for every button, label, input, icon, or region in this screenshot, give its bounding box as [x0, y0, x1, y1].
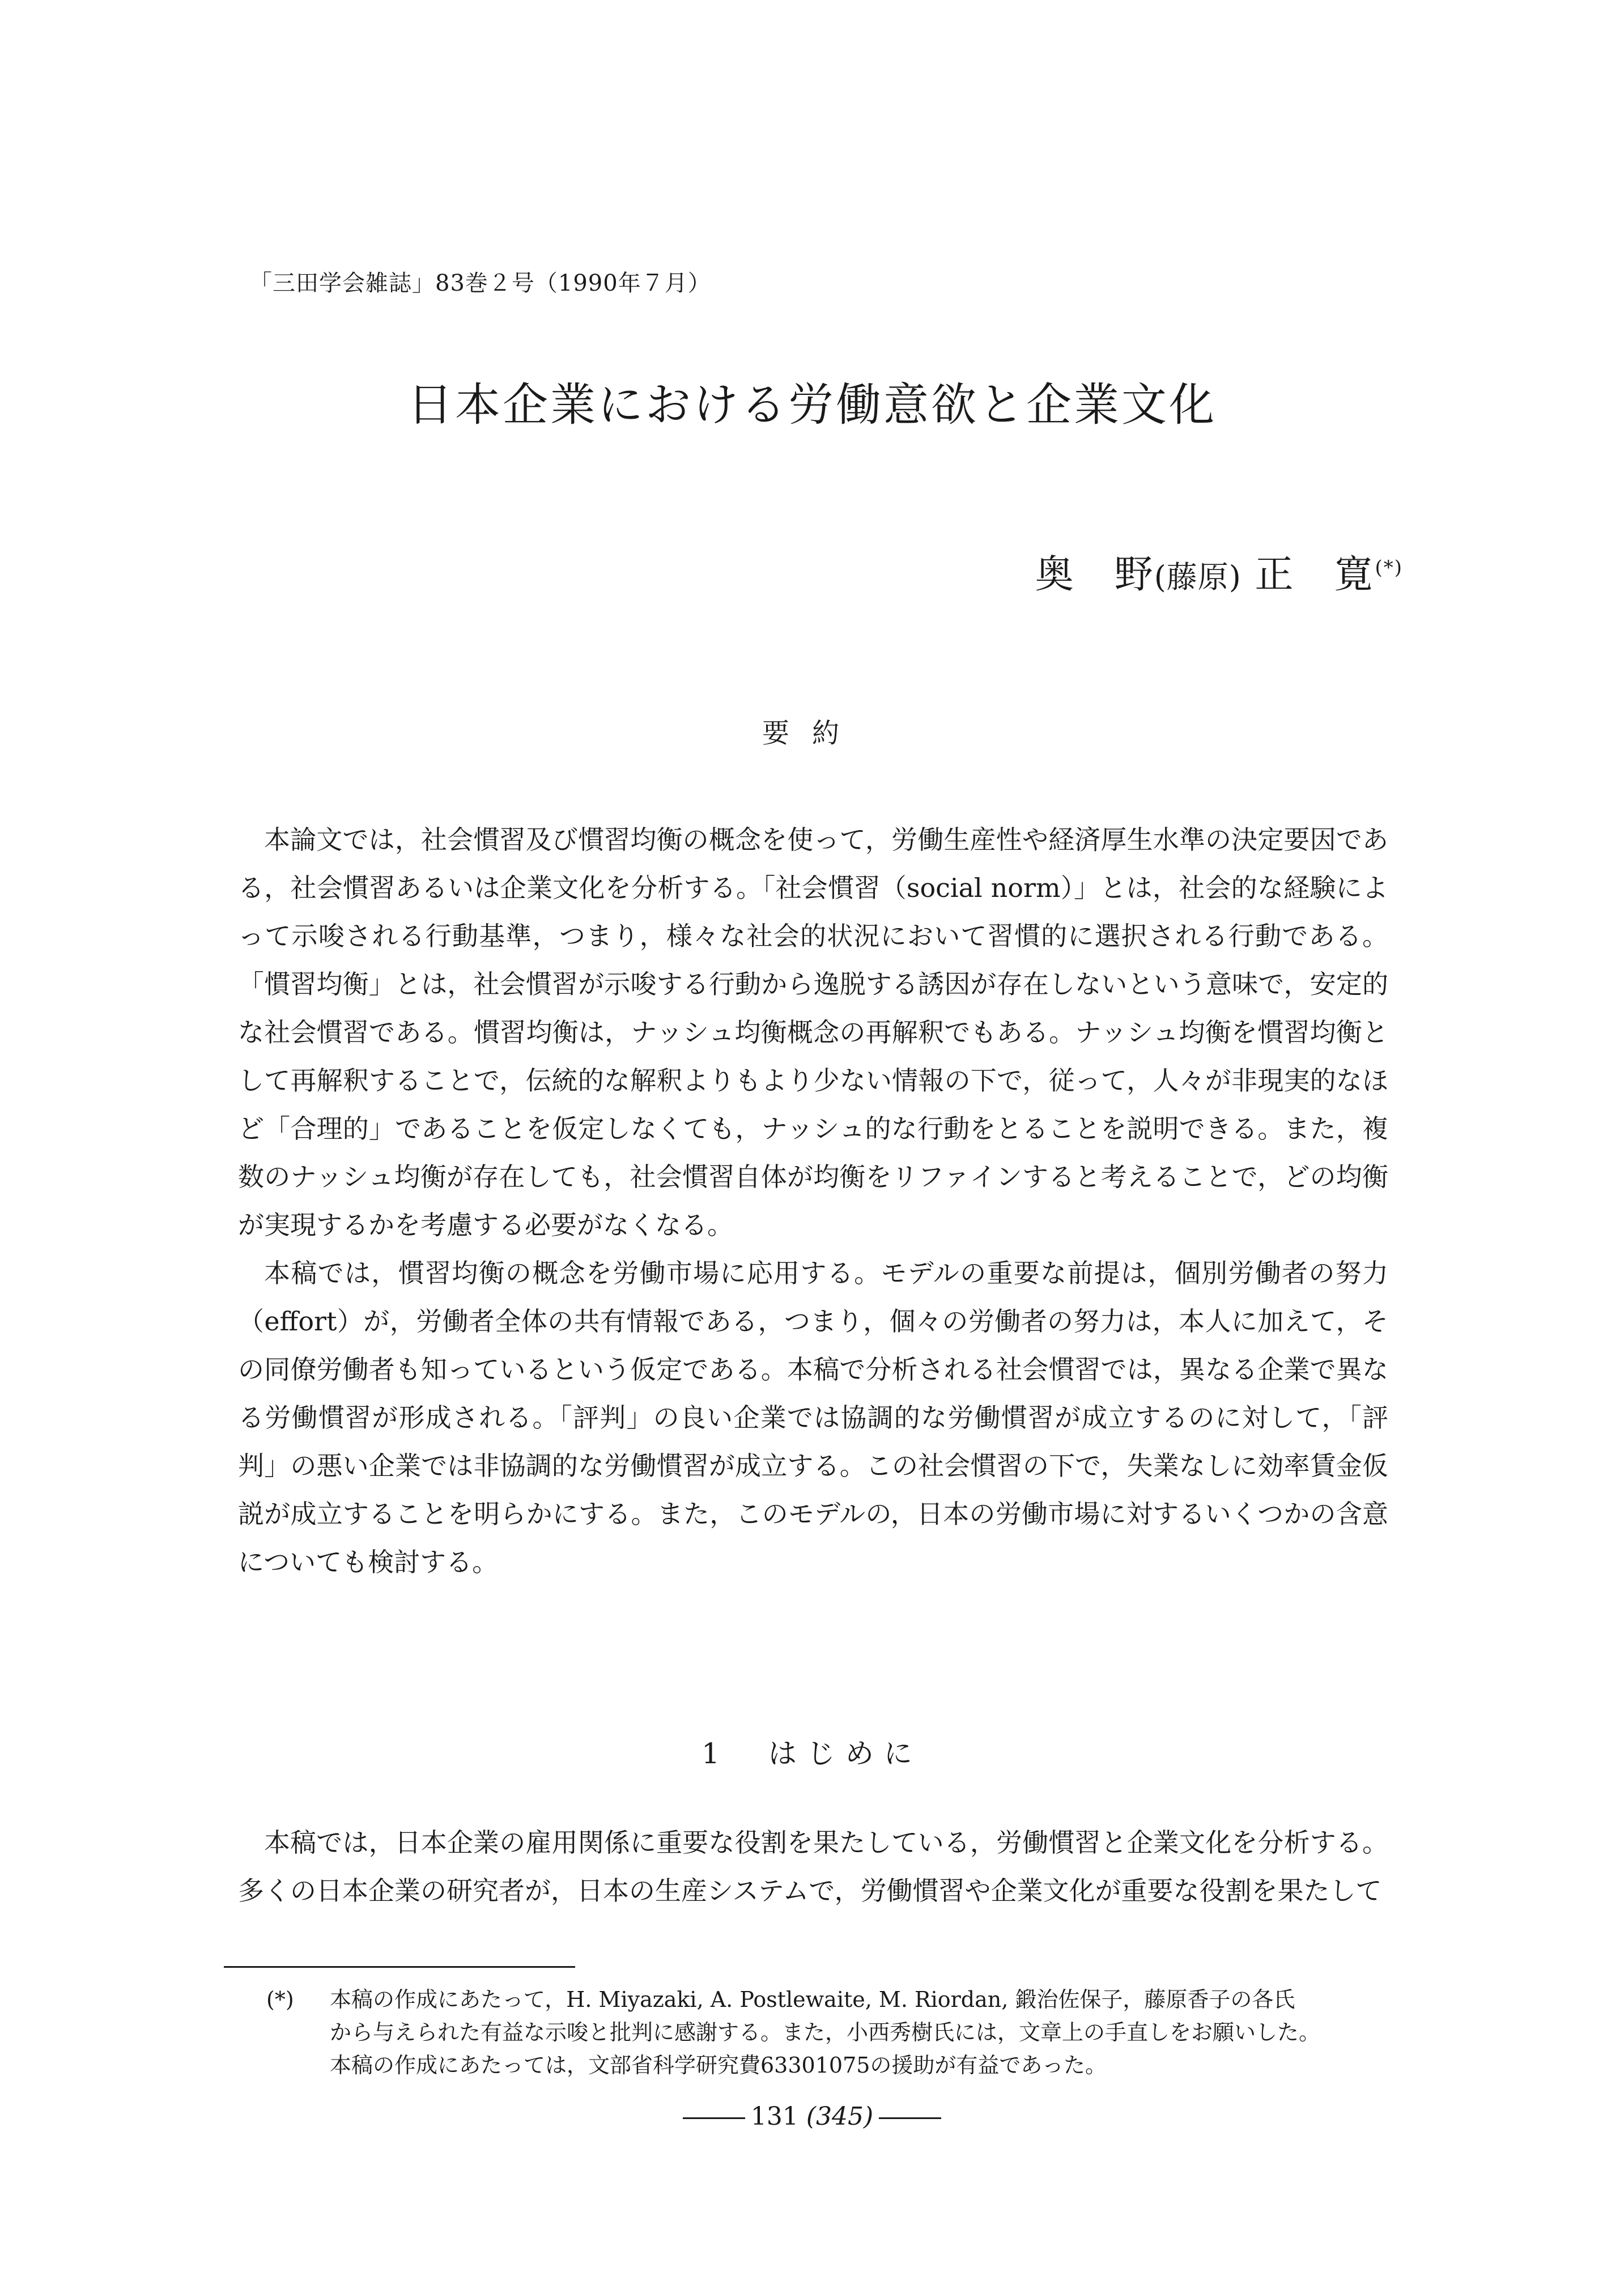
- author-former-surname: (藤原): [1154, 559, 1242, 595]
- footnote-line-3: 本稿の作成にあたっては，文部省科学研究費63301075の援助が有益であった。: [330, 2053, 1107, 2078]
- author-footnote-mark: (*): [1375, 556, 1403, 580]
- footnote-mark: (*): [266, 1987, 294, 2012]
- footnote: [266, 1983, 1405, 2082]
- section-heading: 1 はじめに: [702, 1737, 922, 1770]
- abstract-body: [238, 816, 1388, 1586]
- paper-title: 日本企業における労働意欲と企業文化: [407, 378, 1217, 431]
- page-number-dash-left: [683, 2117, 745, 2119]
- author-given-name: 正 寛: [1255, 552, 1374, 597]
- footnote-text-1: 本稿の作成にあたって，H. Miyazaki, A. Postlewaite, M. Riordan, 鍛治佐保子，藤原香子の各氏: [330, 1987, 1295, 2012]
- footnote-line-1: [266, 1983, 1405, 2016]
- author-surname: 奥 野: [1035, 552, 1154, 597]
- journal-header: 「三田学会雑誌」83巻２号（1990年７月）: [249, 270, 711, 296]
- page-number-dash-right: [879, 2117, 941, 2119]
- author-line: [1035, 544, 1403, 599]
- page-number: [0, 2102, 1624, 2131]
- section-body: [238, 1819, 1388, 1915]
- abstract-paragraph-1: 本論文では，社会慣習及び慣習均衡の概念を使って，労働生産性や経済厚生水準の決定要因である，社会慣習あるいは企業文化を分析する。「社会慣習（social norm）」とは，社会的な経験によって示唆される行動基準，つまり，様々な社会的状況において習慣的に選択される行動である。「慣習均衡」とは，社会慣習が示唆する行動から逸脱する誘因が存在しないという意味で，安定的な社会慣習である。慣習均衡は，ナッシュ均衡概念の再解釈でもある。ナッシュ均衡を慣習均衡として再解釈することで，伝統的な解釈よりもより少ない情報の下で，従って，人々が非現実的なほど「合理的」であることを仮定しなくても，ナッシュ的な行動をとることを説明できる。また，複数のナッシュ均衡が存在しても，社会慣習自体が均衡をリファインすると考えることで，どの均衡が実現するかを考慮する必要がなくなる。: [238, 824, 1388, 1240]
- volume-page-number: 131: [750, 2102, 798, 2131]
- original-page-number: (345): [806, 2102, 874, 2131]
- footnote-divider: [224, 1966, 575, 1968]
- footnote-line-2: から与えられた有益な示唆と批判に感謝する。また，小西秀樹氏には，文章上の手直しをお願いした。: [330, 2020, 1321, 2045]
- section-paragraph: 本稿では，日本企業の雇用関係に重要な役割を果たしている，労働慣習と企業文化を分析する。多くの日本企業の研究者が，日本の生産システムで，労働慣習や企業文化が重要な役割を果たして: [238, 1827, 1388, 1906]
- abstract-heading: 要約: [762, 717, 862, 749]
- abstract-paragraph-2: 本稿では，慣習均衡の概念を労働市場に応用する。モデルの重要な前提は，個別労働者の努力（effort）が，労働者全体の共有情報である，つまり，個々の労働者の努力は，本人に加えて，その同僚労働者も知っているという仮定である。本稿で分析される社会慣習では，異なる企業で異なる労働慣習が形成される。「評判」の良い企業では協調的な労働慣習が成立するのに対して，「評判」の悪い企業では非協調的な労働慣習が成立する。この社会慣習の下で，失業なしに効率賃金仮説が成立することを明らかにする。また，このモデルの，日本の労働市場に対するいくつかの含意についても検討する。: [238, 1258, 1388, 1577]
